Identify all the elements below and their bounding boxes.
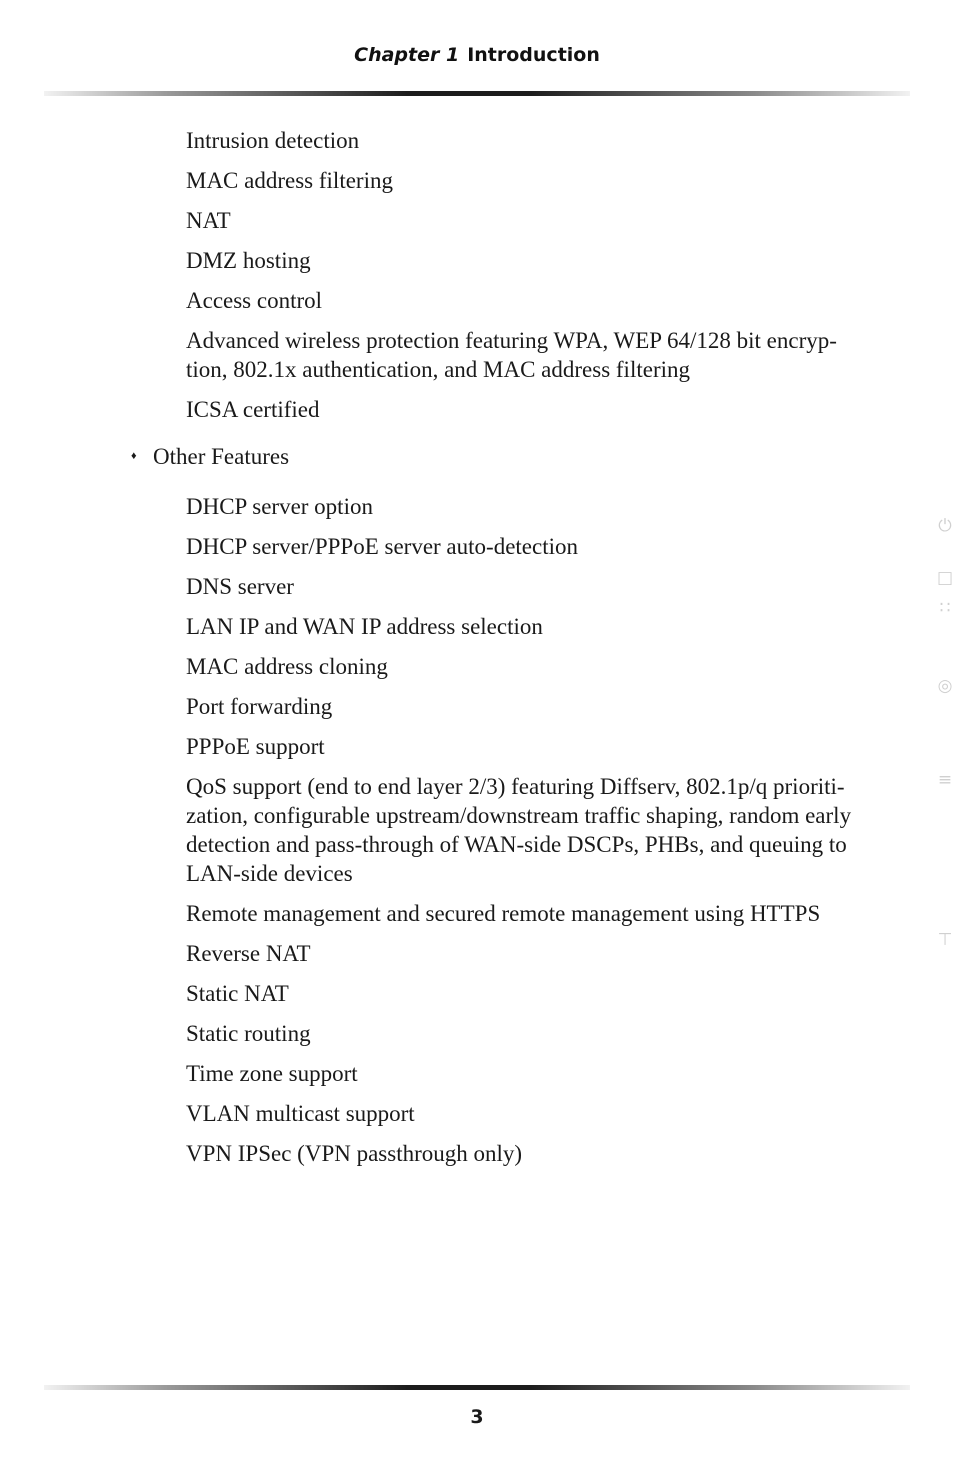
bullet-icon: ♦ [131,450,137,462]
usb-icon: ⊤ [937,930,953,950]
list-item: MAC address cloning [186,654,388,679]
list-item: QoS support (end to end layer 2/3) featuring Diffserv, 802.1p/q prioriti-zation, configurable upstream/downstream traffic shaping, random early detection and pass-through of WAN-side DSCPs, PHBs, and queuing to LAN-side devices [186,774,852,886]
list-item: DNS server [186,574,294,599]
list-item: DHCP server option [186,494,373,519]
list-item: VPN IPSec (VPN passthrough only) [186,1141,523,1166]
list-item: LAN IP and WAN IP address selection [186,614,543,639]
list-item: Remote management and secured remote management using HTTPS [186,901,821,926]
section-heading-label: Other Features [153,444,290,469]
network-icon: ∷ [939,598,951,618]
list-item: DHCP server/PPPoE server auto-detection [186,534,578,559]
list-item: Static NAT [186,981,289,1006]
card-icon: □ [936,568,954,588]
power-icon: ⏻ [938,516,952,536]
globe-icon: ◎ [937,676,953,696]
running-header [0,44,954,66]
list-item: Reverse NAT [186,941,311,966]
list-item: Access control [186,288,323,313]
list-item: Advanced wireless protection featuring WPA, WEP 64/128 bit encryp-tion, 802.1x authentication, and MAC address filtering [186,328,837,382]
list-item: DMZ hosting [186,248,311,273]
list-item: Port forwarding [186,694,333,719]
list-item: MAC address filtering [186,168,393,193]
list-item: PPPoE support [186,734,325,759]
ethernet-icon: ≡ [937,770,953,790]
section-heading [131,442,954,471]
other-features-list [0,492,954,1168]
security-list [0,126,954,424]
list-item: Intrusion detection [186,128,360,153]
list-item: Time zone support [186,1061,358,1086]
footer-rule [44,1385,910,1390]
page-body [0,126,954,1179]
list-item: NAT [186,208,231,233]
chapter-label: Chapter 1 [354,44,460,66]
list-item: ICSA certified [186,397,320,422]
list-item: VLAN multicast support [186,1101,415,1126]
list-item: Static routing [186,1021,311,1046]
header-rule [44,91,910,96]
chapter-title: Introduction [467,44,600,66]
page-number: 3 [470,1406,484,1428]
